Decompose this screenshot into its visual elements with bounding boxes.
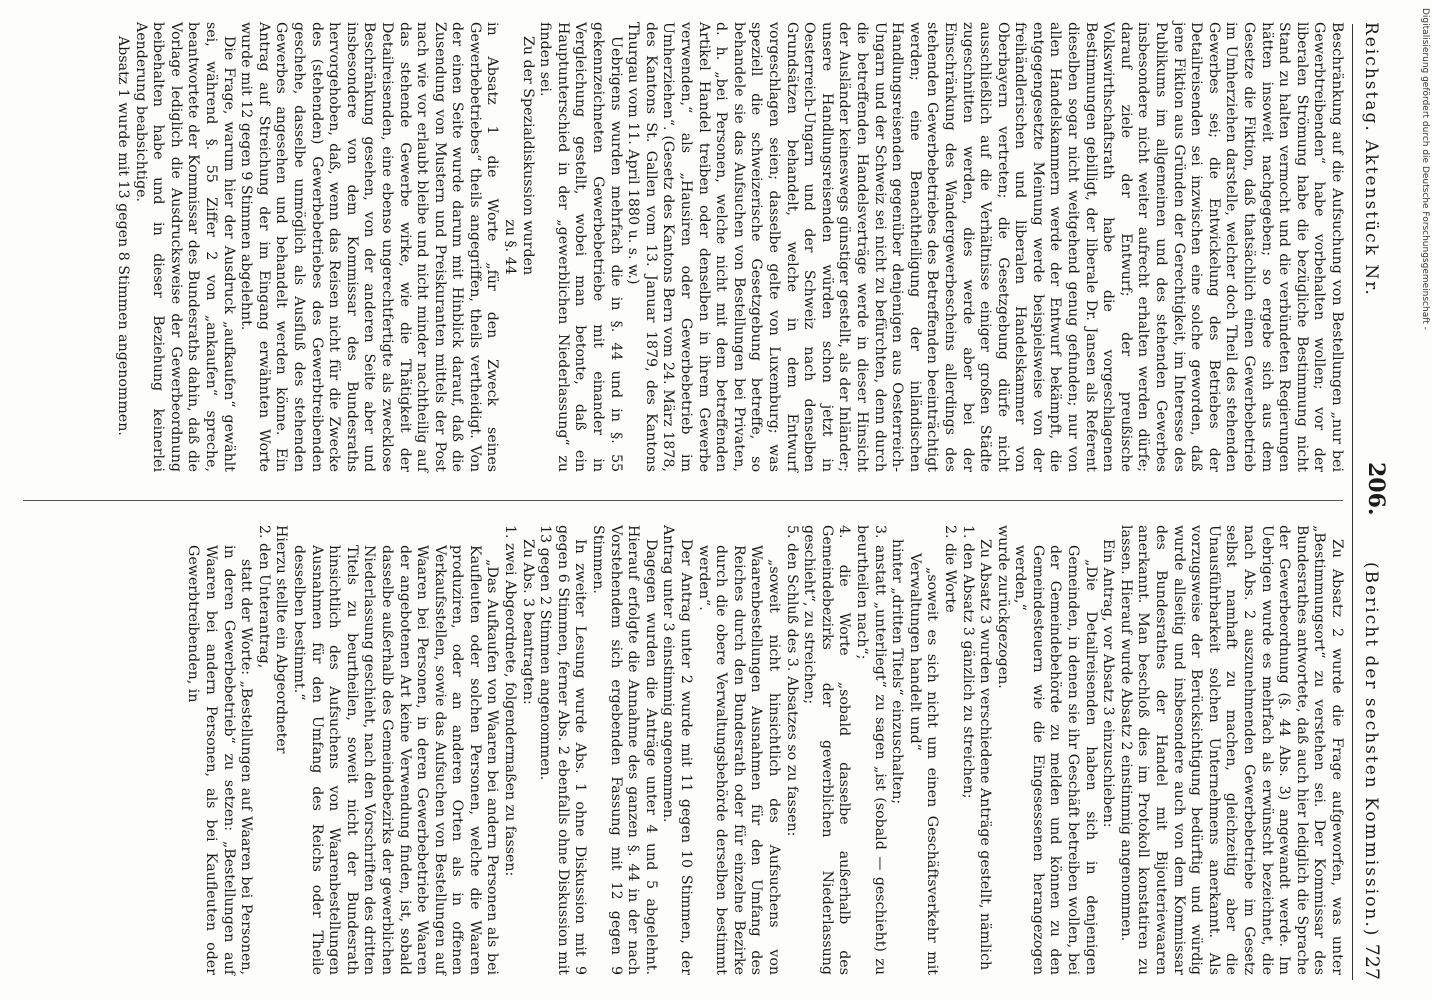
quotation: „soweit es sich nicht um einen Geschäftsverkehr mit Verwaltungen handelt und“ bbox=[906, 553, 941, 975]
paragraph: Absatz 1 wurde mit 13 gegen 8 Stimmen angenommen. bbox=[115, 36, 132, 436]
paragraph: Ein Antrag, vor Absatz 3 einzuschieben: bbox=[1100, 539, 1117, 828]
paragraph: Die Frage, warum hier der Ausdruck „aufkaufen“ gewählt sei, während §. 55 Ziffer 2 von „ankaufen“ spreche, beantwortete der Kommissar des Bundesraths dahin, daß die Vorlage lediglich die Ausdrucksweise der Gewerbeordnung beibehalten habe und in dieser Beziehung keinerlei Aenderung beabsichtige. bbox=[132, 22, 237, 472]
paragraph: statt der Worte: „Bestellungen auf Waaren bei Personen, in deren Gewerbebetrieb“ zu setzen: „Bestellungen auf Waaren bei andern Personen, als bei Kaufleuten oder Gewerbtreibenden, in bbox=[185, 545, 255, 975]
list-item: 4. die Worte „sobald dasselbe außerhalb des Gemeindebezirks der gewerblichen Niederlassung geschieht“, zu streichen; bbox=[801, 525, 853, 975]
digitization-notice bbox=[1418, 8, 1432, 388]
list-item: 3. anstatt „unterliegt“ zu sagen „ist (sobald — geschieht) zu beurtheilen nach“; bbox=[853, 525, 888, 975]
list-item: 5. den Schluß des 3. Absatzes so zu fassen: bbox=[783, 525, 800, 837]
paragraph: Der Antrag unter 2 wurde mit 11 gegen 10 Stimmen, der Antrag unter 3 einstimmig angenommen. bbox=[660, 525, 695, 975]
paragraph: Zu Abs. 3 beantragten: bbox=[519, 539, 536, 705]
header-left: Reichstag. Aktenstück Nr. bbox=[1361, 22, 1381, 297]
quotation: „Die Detailreisenden haben sich in denjenigen Gemeinden, in denen sie ihr Geschäft betreiben wollen, bei der Gemeindebehörde zu melden und können zu den Gemeindesteuern wie die Eingesessenen herangezogen werden,“ bbox=[1012, 545, 1099, 975]
notice-text: Digitalisierung gefördert durch die Deutsche Forschungsgemeinschaft - bbox=[1420, 8, 1430, 330]
left-column bbox=[113, 22, 1345, 472]
quotation: „soweit nicht hinsichtlich des Aufsuchens von Waarenbestellungen Ausnahmen für den Umfang des Reiches durch den Bundesrath oder für einzelne Bezirke durch die obere Verwaltungsbehörde derselben bestimmt werden“. bbox=[695, 545, 782, 975]
paragraph: Zu Absatz 3 wurden verschiedene Anträge gestellt, nämlich bbox=[977, 539, 994, 971]
page-number: 727 bbox=[1361, 943, 1383, 980]
list-item: 1. zwei Abgeordnete, folgendermaßen zu fassen: bbox=[502, 525, 519, 877]
list-item: 1. den Absatz 3 gänzlich zu streichen; bbox=[959, 525, 976, 799]
document-number: 206. bbox=[1363, 462, 1389, 516]
right-column bbox=[184, 525, 1345, 975]
paragraph: in Absatz 1 die Worte „für den Zweck seines Gewerbebetriebes“ theils angegriffen, theils vertheidigt. Von der einen Seite wurde darum mit Hinblick darauf, daß die Zusendung von Mustern und Preiskuranten mittels der Post nach wie vor erlaubt bleibe und nicht minder nachtheilig auf das stehende Gewerbe wirke, wie die Thätigkeit der Detailreisenden, eine ebenso ungerechtfertigte als zwecklose Beschränkung gesehen, von der anderen Seite aber und insbesondere von dem Kommissar des Bundesraths hervorgehoben, daß, wenn das Reisen nicht für die Zwecke des (stehenden) Gewerbebetriebes des Gewerbtreibenden geschehe, dasselbe unmöglich als Ausfluß des stehenden Gewerbes angesehen und behandelt werden könne. Ein Antrag auf Streichung der im Eingang erwähnten Worte wurde mit 12 gegen 9 Stimmen abgelehnt. bbox=[238, 22, 501, 472]
paragraph: Uebrigens wurden mehrfach die in §. 44 und in §. 55 gekennzeichneten Gewerbebetriebe mit einander in Vergleichung gestellt, wobei man betonte, daß ein Hauptunterschied in der „gewerblichen Niederlassung“ zu finden sei. bbox=[537, 22, 624, 472]
list-item: 2. die Worte bbox=[941, 525, 958, 613]
paragraph: Hierzu stellte ein Abgeordneter bbox=[273, 525, 290, 754]
list-item: hinter „dritten Titels“ einzuschalten; bbox=[889, 539, 906, 805]
paragraph: Beschränkung auf die Aufsuchung von Bestellungen „nur bei Gewerbtreibenden“ habe vorbehalten wollen; vor der liberalen Strömung habe die bezügliche Bestimmung nicht Stand zu halten vermocht und die verbündeten Regierungen hätten insoweit nachgegeben; so ergebe sich aus dem Gesetze die Fiktion, daß thatsächlich einen Gewerbebetrieb im Umherziehen darstelle, welcher doch Theil des stehenden Gewerbes sei; die Entwickelung des Betriebes der Detailreisenden sei inzwischen eine solche geworden, daß jene Fiktion aus Gründen der Gerechtigkeit, im Interesse des Publikums im allgemeinen und des stehenden Gewerbes insbesondere nicht weiter aufrecht erhalten werden dürfe; darauf ziele der Entwurf; der preußische Volkswirthschaftsrath habe die vorgeschlagenen Bestimmungen gebilligt, der liberale Dr. Jansen als Referent dieselben sogar nicht weitgehend genug gefunden; nur von allen Handelskammern werde der Entwurf bekämpft, die entgegengesetzte Meinung werde beispielsweise von der freihändlerischen und liberalen Handelskammer von Oberbayern vertreten; die Gesetzgebung dürfe nicht ausschließlich auf die Verhältnisse einiger großen Städte zugeschnitten werden, dies werde aber bei der Einschränkung des Wandergewerbescheins allerdings des stehenden Gewerbebetriebes des Betreffenden beeinträchtigt werden; eine Benachtheiligung der inländischen Handlungsreisenden gegenüber denjenigen aus Oesterreich-Ungarn und der Schweiz sei nicht zu befürchten, denn durch die betreffenden Handelsverträge werde in dieser Hinsicht der Ausländer keineswegs günstiger gestellt, als der Inländer; unsere Handlungsreisenden würden schon jetzt in Oesterreich-Ungarn und der Schweiz nach denselben Grundsätzen behandelt, welche in dem Entwurf vorgeschlagen seien; dasselbe gelte von Luxemburg; was speziell die schweizerische Gesetzgebung betreffe, so behandele sie das Aufsuchen von Bestellungen bei Privaten, d. h. „bei Personen, welche nicht mit dem betreffenden Artikel Handel treiben oder denselben in ihrem Gewerbe verwenden,“ als „Hausiren oder Gewerbebetrieb im Umherziehen“. (Gesetz des Kantons Bern vom 24. März 1878, des Kantons St. Gallen vom 13. Januar 1879, des Kantons Thurgau vom 11. April 1880 u. s. w.) bbox=[625, 22, 1345, 472]
quotation: „Das Aufkaufen von Waaren bei andern Personen als bei Kaufleuten oder solchen Personen, welche die Waaren produziren, oder an anderen Orten als in offenen Verkaufsstellen, sowie das Aufsuchen von Bestellungen auf Waaren bei Personen, in deren Gewerbebetriebe Waaren der angebotenen Art keine Verwendung finden, ist, sobald dasselbe außerhalb des Gemeindebezirks der gewerblichen Niederlassung geschieht, nach den Vorschriften des dritten Titels zu beurtheilen, soweit nicht der Bundesrath hinsichtlich des Aufsuchens von Waarenbestellungen Ausnahmen für den Umfang des Reichs oder Theile desselben bestimmt.“ bbox=[290, 545, 501, 976]
running-header bbox=[1353, 22, 1393, 980]
paragraph: wurde zurückgezogen. bbox=[994, 525, 1011, 689]
paragraph: Dagegen wurden die Anträge unter 4 und 5 abgelehnt. Hierauf erfolgte die Annahme des ganzen §. 44 in der nach Vorstehendem sich ergebenden Fassung mit 12 gegen 9 Stimmen. bbox=[590, 525, 659, 975]
paragraph: In zweiter Lesung wurde Abs. 1 ohne Diskussion mit 9 gegen 6 Stimmen, ferner Abs. 2 ebenfalls ohne Diskussion mit 13 gegen 2 Stimmen angenommen. bbox=[537, 525, 589, 975]
paragraph: Zu Absatz 2 wurde die Frage aufgeworfen, was unter „Bestimmungsort“ zu verstehen sei. Der Kommissar des Bundesrathes antwortete, daß auch hier lediglich die Sprache der Gewerbeordnung (§. 44 Abs. 3) angewandt werde. Im Uebrigen wurde es mehrfach als erwünscht bezeichnet, die nach Abs. 2 auszunehmenden Gewerbebetriebe im Gesetz selbst namhaft zu machen, gleichzeitig aber die Unausführbarkeit solchen Unternehmens anerkannt. Als vorzugsweise der Berücksichtigung bedürftig und würdig wurde allseitig und insbesondere auch von dem Kommissar des Bundesrathes der Handel mit Bijouteriewaaren anerkannt. Man beschloß dies im Protokoll konstatiren zu lassen. Hierauf wurde Absatz 2 einstimmig angenommen. bbox=[1117, 525, 1345, 975]
list-item: 2. den Unterantrag, bbox=[255, 525, 272, 669]
header-right: (Bericht der sechsten Kommission.) bbox=[1361, 562, 1381, 938]
paragraph: Zu der Spezialdiskussion wurden bbox=[519, 36, 536, 276]
section-heading: zu §. 44 bbox=[502, 219, 519, 275]
header-rule bbox=[1352, 24, 1353, 980]
column-rule bbox=[23, 500, 1343, 501]
